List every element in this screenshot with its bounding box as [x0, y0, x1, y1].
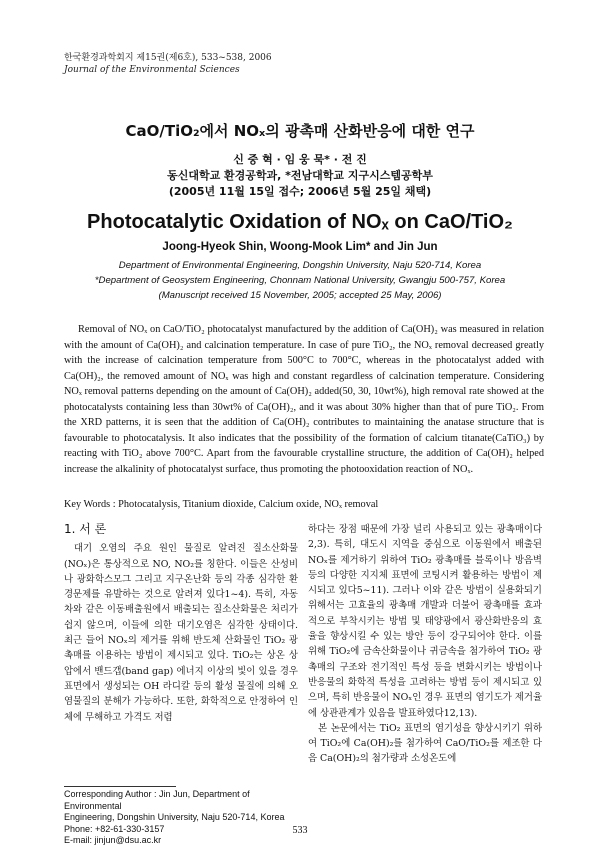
body-paragraph: 대기 오염의 주요 원인 물질로 알려진 질소산화물(NOₓ)은 통상적으로 NO, NO₂를 칭한다. 이들은 산성비나 광화학스모그 그리고 지구온난화 등의 각종 심각한 환경문제를 유발하는 것으로 알려져 있다1~4). 특히, 자동차와 같은 이동배출원에서 배출되는 질소산화물은 처리가 쉽지 않으며, 이들에 의한 대기오염은 심각한 상태이다. 최근 들어 NOₓ의 제거를 위해 반도체 산화물인 TiO₂ 광촉매를 이용하는 방법이 제시되고 있다. TiO₂는 상온 상압에서 밴드갭(band gap) 에너지 이상의 빛이 있을 경우 표면에서 생성되는 OH 라디칼 등의 활성 물질에 의해 오염물질의 분해가 가능하다. 또한, 화학적으로 안정하여 인체에 무해하고 가격도 저렴 [64, 543, 298, 723]
korean-received: (2005년 11월 15일 접수; 2006년 5월 25일 채택) [168, 185, 432, 198]
manuscript-dates: (Manuscript received 15 November, 2005; accepted 25 May, 2006) [158, 290, 442, 301]
correspondence-line: Phone: +82-61-330-3157 [64, 823, 165, 834]
affiliation-line: Department of Environmental Engineering, Dongshin University, Naju 520-714, Korea [118, 260, 482, 271]
correspondence-line: E-mail: jinjun@dsu.ac.kr [64, 835, 162, 845]
journal-korean: 한국환경과학회지 제15권(제6호), 533~538, 2006 [64, 53, 272, 63]
section-title: 1. 서 론 [64, 522, 107, 536]
correspondence-line: Corresponding Author : Jin Jun, Department of Environmental [64, 789, 250, 811]
affiliation-line: *Department of Geosystem Engineering, Chonnam National University, Gwangju 500-757, Korea [94, 275, 506, 286]
page-number: 533 [292, 825, 308, 836]
keywords: Key Words : Photocatalysis, Titanium dioxide, Calcium oxide, NOₓ removal [64, 499, 379, 510]
english-authors: Joong-Hyeok Shin, Woong-Mook Lim* and Jin Jun [162, 241, 438, 253]
journal-english: Journal of the Environmental Sciences [64, 65, 240, 75]
korean-author-block [0, 152, 600, 200]
abstract: Removal of NOₓ on CaO/TiO₂ photocatalyst manufactured by the addition of Ca(OH)₂ was measured in relation with the amount of Ca(OH)₂ and calcination temperature. In case of pure TiO₂, the NOₓ removal decreased greatly with the increase of calcination temperature from 500°C to 700°C, whereas in the photocatalyst added with Ca(OH)₂, the removed amount of NOₓ was high and constant regardless of calcination temperature. Considering NOₓ removal patterns depending on the amount of Ca(OH)₂ added(50, 30, 10wt%), high removal rate showed at the photocatalysts containing less than 30wt% of Ca(OH)₂, and it was about 30% higher than that of pure TiO₂. From the XRD patterns, it is seen that the addition of Ca(OH)₂ contributes to maintaining the anatase structure that is favourable to photocatalysis. It also indicates that the possibility of the formation of calcium titanate(CaTiO₃) by reacting with TiO₂ above 700°C. Apart from the favourable crystalline structure, the addition of Ca(OH)₂ helped increase the alkalinity of photocatalyst surface, thus promoting the photooxidation reaction of NOₓ. [64, 324, 544, 475]
correspondence-line: Engineering, Dongshin University, Naju 520-714, Korea [64, 812, 285, 822]
body-paragraph: 하다는 장점 때문에 가장 널리 사용되고 있는 광촉매이다2,3). 특히, 대도시 지역을 중심으로 이동원에서 배출된 NOₓ를 제거하기 위하여 TiO₂ 광촉매를 블록이나 방음벽 등의 다양한 지지체 표면에 코팅시켜 활용하는 방법이 제시되고 있다5~11). 그러나 이와 같은 방법이 실용화되기 위해서는 고효율의 광촉매 개발과 더불어 광촉매를 효과적으로 부착시키는 방법 및 태양광에서 광산화반응의 효율을 향상시킬 수 있는 방안 등이 강구되어야 한다. 이를 위해 TiO₂에 금속산화물이나 귀금속을 첨가하여 TiO₂ 광촉매의 구조와 전기적인 특성 등을 변화시키는 방법이나 반응물의 화학적 특성을 고려하는 방법 등이 제시되고 있으며, 특히 반응물이 NOₓ인 경우 표면의 염기도가 제거율에 상관관계가 있음을 발표하였다12,13). [308, 524, 542, 719]
journal-header [64, 52, 272, 76]
korean-authors: 신 중 혁 · 임 웅 묵* · 전 진 [233, 153, 367, 166]
body-paragraph: 본 논문에서는 TiO₂ 표면의 염기성을 향상시키기 위하여 TiO₂에 Ca(OH)₂를 첨가하여 CaO/TiO₂를 제조한 다음 Ca(OH)₂의 첨가량과 소성온도에 [308, 722, 542, 765]
korean-affiliation: 동신대학교 환경공학과, *전남대학교 지구시스템공학부 [167, 169, 433, 182]
footnote-rule [64, 786, 176, 787]
left-column [64, 522, 298, 725]
korean-title: CaO/TiO₂에서 NOₓ의 광촉매 산화반응에 대한 연구 [125, 122, 475, 140]
right-column [308, 522, 542, 767]
correspondence [64, 789, 304, 847]
english-title: Photocatalytic Oxidation of NOₓ on CaO/TiO₂ [87, 211, 513, 233]
english-affiliations [0, 258, 600, 303]
